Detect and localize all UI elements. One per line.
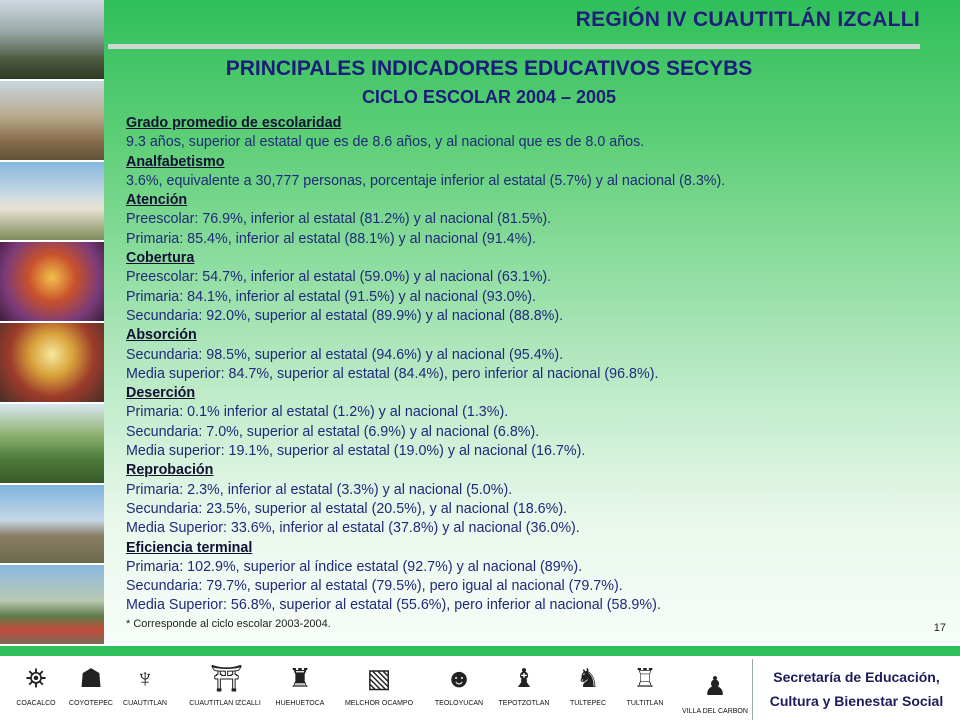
municipality-label: TULTITLAN bbox=[626, 700, 664, 707]
indicator-line: 9.3 años, superior al estatal que es de 8.6 años, y al nacional que es de 8.0 años. bbox=[126, 134, 645, 151]
indicator-line: Secundaria: 7.0%, superior al estatal (6.9%) y al nacional (6.8%). bbox=[126, 423, 540, 440]
glyph-tultepec-icon: ♞ bbox=[576, 663, 600, 693]
park-photo bbox=[0, 404, 104, 485]
indicator-line: Secundaria: 92.0%, superior al estatal (89.9%) y al nacional (88.8%). bbox=[126, 307, 564, 324]
municipality-logos bbox=[14, 660, 754, 718]
section-heading: Deserción bbox=[126, 385, 196, 402]
indicator-line: Primaria: 85.4%, inferior al estatal (88.1%) y al nacional (91.4%). bbox=[126, 230, 537, 247]
glyph-melchor-ocampo-icon: ▧ bbox=[366, 663, 392, 693]
footer-divider bbox=[0, 646, 960, 656]
indicator-line: Secundaria: 98.5%, superior al estatal (94.6%) y al nacional (95.4%). bbox=[126, 346, 564, 363]
secretaria-line-1: Secretaría de Educación, bbox=[773, 669, 940, 685]
municipality-label: HUEHUETOCA bbox=[275, 700, 325, 707]
region-title: REGIÓN IV CUAUTITLÁN IZCALLI bbox=[575, 8, 920, 31]
glyph-tultitlan-icon: ♖ bbox=[633, 663, 657, 693]
municipality-logo bbox=[120, 660, 170, 707]
section-heading: Cobertura bbox=[126, 250, 195, 267]
arcade-photo bbox=[0, 81, 104, 162]
title-divider bbox=[108, 44, 920, 49]
indicator-line: Preescolar: 54.7%, inferior al estatal (59.0%) y al nacional (63.1%). bbox=[126, 269, 552, 286]
glyph-cuautitlan-izcalli-icon: ⛩ bbox=[210, 663, 244, 693]
photo-strip bbox=[0, 0, 104, 646]
municipality-label: CUAUTITLAN IZCALLI bbox=[189, 700, 261, 707]
page-number: 17 bbox=[933, 622, 946, 634]
indicator-line: Media superior: 84.7%, superior al estatal (84.4%), pero inferior al nacional (96.8%). bbox=[126, 365, 659, 382]
municipality-label: COYOTEPEC bbox=[69, 700, 113, 707]
municipality-logo bbox=[620, 660, 670, 707]
municipality-logo bbox=[66, 660, 116, 707]
municipality-logo bbox=[272, 660, 328, 707]
section-heading: Analfabetismo bbox=[126, 153, 225, 170]
secretaria-line-2: Cultura y Bienestar Social bbox=[769, 693, 944, 709]
section-heading: Atención bbox=[126, 192, 188, 209]
section-heading: Absorción bbox=[126, 327, 197, 344]
glyph-tepotzotlan-icon: ♝ bbox=[512, 663, 536, 693]
municipality-logo bbox=[492, 660, 556, 707]
municipality-label: TEPOTZOTLAN bbox=[498, 700, 550, 707]
secretaria-label bbox=[752, 659, 960, 720]
page-subtitle: CICLO ESCOLAR 2004 – 2005 bbox=[361, 87, 617, 107]
indicator-line: Primaria: 0.1% inferior al estatal (1.2%) y al nacional (1.3%). bbox=[126, 404, 509, 421]
indicator-line: Media Superior: 56.8%, superior al estatal (55.6%), pero inferior al nacional (58.9%). bbox=[126, 597, 661, 614]
municipality-logo bbox=[340, 660, 418, 707]
municipality-logo bbox=[678, 668, 752, 715]
town-photo bbox=[0, 565, 104, 646]
kiosk-photo bbox=[0, 162, 104, 243]
indicators-content bbox=[126, 114, 946, 632]
glyph-huehuetoca-icon: ♜ bbox=[288, 663, 312, 693]
municipality-label: MELCHOR OCAMPO bbox=[344, 700, 414, 707]
municipality-label: COACALCO bbox=[16, 700, 56, 707]
indicator-line: Secundaria: 79.7%, superior al estatal (79.5%), pero igual al nacional (79.7%). bbox=[126, 578, 623, 595]
indicator-line: Primaria: 84.1%, inferior al estatal (91.5%) y al nacional (93.0%). bbox=[126, 288, 537, 305]
indicator-line: 3.6%, equivalente a 30,777 personas, porcentaje inferior al estatal (5.7%) y al nacional (8.3%). bbox=[126, 172, 726, 189]
municipality-label: VILLA DEL CARBON bbox=[682, 708, 748, 715]
indicator-line: Primaria: 102.9%, superior al índice estatal (92.7%) y al nacional (89%). bbox=[126, 558, 583, 575]
municipality-label: CUAUTITLAN bbox=[123, 700, 167, 707]
municipality-label: TEOLOYUCAN bbox=[434, 700, 484, 707]
ruins-photo bbox=[0, 485, 104, 566]
altar-photo bbox=[0, 323, 104, 404]
section-heading: Reprobación bbox=[126, 462, 214, 479]
glyph-coyotepec-icon: ☗ bbox=[79, 663, 103, 693]
indicator-line: Primaria: 2.3%, inferior al estatal (3.3%) y al nacional (5.0%). bbox=[126, 481, 513, 498]
indicator-line: Preescolar: 76.9%, inferior al estatal (81.2%) y al nacional (81.5%). bbox=[126, 211, 552, 228]
indicator-line: Media Superior: 33.6%, inferior al estatal (37.8%) y al nacional (36.0%). bbox=[126, 520, 580, 537]
municipality-logo bbox=[566, 660, 610, 707]
mural-photo bbox=[0, 242, 104, 323]
footnote: * Corresponde al ciclo escolar 2003-2004. bbox=[126, 617, 331, 630]
glyph-teoloyucan-icon: ☻ bbox=[445, 663, 473, 693]
page-title: PRINCIPALES INDICADORES EDUCATIVOS SECYBS bbox=[225, 57, 753, 80]
indicator-line: Media superior: 19.1%, superior al estatal (19.0%) y al nacional (16.7%). bbox=[126, 443, 586, 460]
municipality-logo bbox=[434, 660, 484, 707]
municipality-label: TULTEPEC bbox=[569, 700, 607, 707]
glyph-coacalco-icon: ⛯ bbox=[25, 663, 47, 693]
municipality-logo bbox=[14, 660, 58, 707]
glyph-villa-del-carbon-icon: ♟ bbox=[703, 671, 727, 701]
section-heading: Grado promedio de escolaridad bbox=[126, 115, 342, 131]
glyph-cuautitlan-icon: ♆ bbox=[135, 663, 155, 693]
indicator-line: Secundaria: 23.5%, superior al estatal (20.5%), y al nacional (18.6%). bbox=[126, 500, 568, 517]
municipality-logo bbox=[180, 660, 270, 707]
church-photo bbox=[0, 0, 104, 81]
section-heading: Eficiencia terminal bbox=[126, 539, 253, 556]
